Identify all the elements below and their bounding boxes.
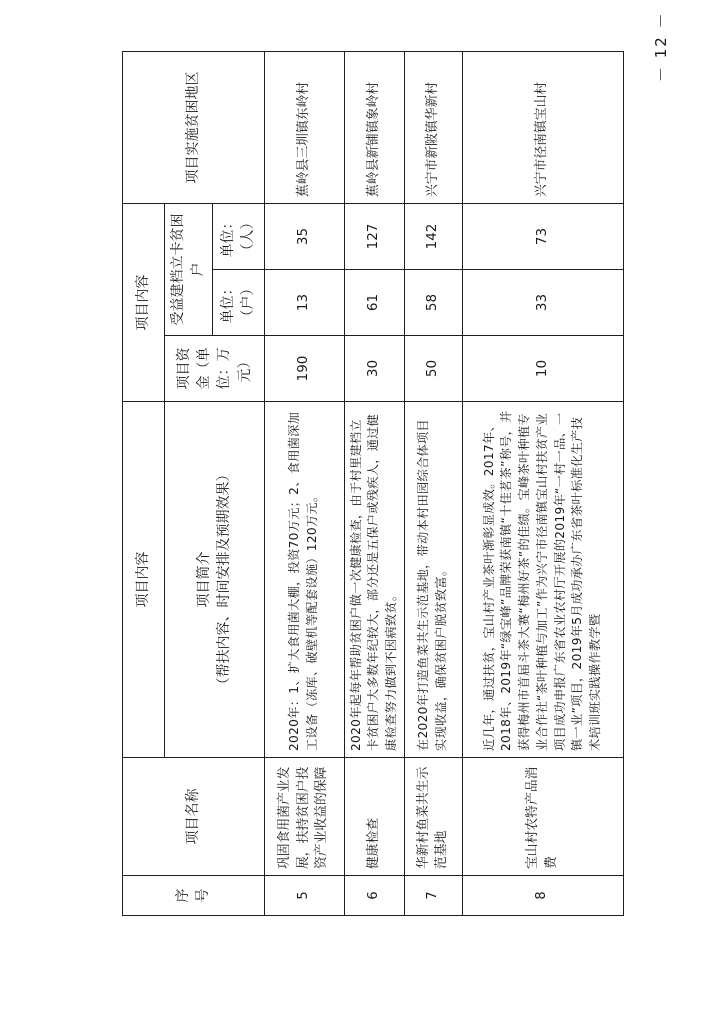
header-project-content-right: 项目内容	[123, 204, 165, 402]
row-project-name: 巩固食用菌产业发展，扶持贫困户投资产业收益的保障	[264, 758, 344, 876]
row-seq: 8	[462, 876, 623, 916]
row-funds: 10	[462, 336, 623, 402]
page-number: － 12 －	[652, 11, 670, 82]
row-intro: 2020年起每年帮助贫困户做一次健康检查，由于村里建档立卡贫困户大多数年纪较大，部分还是五保户或残疾人，通过健康检查努力做到不因病致贫。	[344, 402, 404, 758]
table-row	[344, 52, 404, 916]
row-persons: 35	[264, 204, 344, 270]
project-table	[122, 51, 624, 916]
table-row	[404, 52, 462, 916]
row-persons: 73	[462, 204, 623, 270]
header-intro	[165, 402, 265, 758]
row-funds: 30	[344, 336, 404, 402]
row-seq: 6	[344, 876, 404, 916]
header-beneficiary: 受益建档立卡贫困户	[165, 204, 213, 336]
header-row-top	[123, 52, 165, 916]
row-seq: 5	[264, 876, 344, 916]
row-intro: 2020年：1、扩大食用菌大棚，投资70万元；2、食用菌深加工设备（冻库、破壁机等配套设施）120万元。	[264, 402, 344, 758]
row-households: 33	[462, 270, 623, 336]
row-intro: 在2020年打造鱼菜共生示范基地，带动本村田园综合体项目实现收益，确保贫困户脱贫致富。	[404, 402, 462, 758]
row-project-name: 华新村鱼菜共生示范基地	[404, 758, 462, 876]
row-households: 61	[344, 270, 404, 336]
row-region: 兴宁市径南镇宝山村	[462, 52, 623, 204]
row-region: 蕉岭县新铺镇象岭村	[344, 52, 404, 204]
row-households: 13	[264, 270, 344, 336]
row-persons: 142	[404, 204, 462, 270]
row-funds: 190	[264, 336, 344, 402]
row-households: 58	[404, 270, 462, 336]
header-funds: 项目资金（单位：万元）	[165, 336, 265, 402]
row-funds: 50	[404, 336, 462, 402]
header-intro-line2: （帮扶内容、时间安排及预期效果）	[216, 467, 233, 692]
row-region: 兴宁市新陂镇华新村	[404, 52, 462, 204]
header-households: 单位：（户）	[212, 270, 264, 336]
header-intro-line1: 项目简介	[196, 551, 212, 608]
row-persons: 127	[344, 204, 404, 270]
row-region: 蕉岭县三圳镇东岭村	[264, 52, 344, 204]
row-seq: 7	[404, 876, 462, 916]
table-row	[264, 52, 344, 916]
header-region: 项目实施贫困地区	[123, 52, 265, 204]
row-project-name: 健康检查	[344, 758, 404, 876]
header-project-name: 项目名称	[123, 758, 265, 876]
header-seq: 序号	[123, 876, 265, 916]
row-project-name: 宝山村农特产品消费	[462, 758, 623, 876]
header-project-content-left: 项目内容	[123, 402, 165, 758]
row-intro: 近几年，通过扶贫，宝山村产业茶叶渐彰显成效。2017年、2018年、2019年“绿宝峰”品牌荣获南镇“十佳茗茶”称号，并获得梅州市首届斗茶大赛“梅州好茶”的佳绩。宝峰茶叶种植专业合作社“茶叶种植与加工”作为兴宁市径南镇宝山村扶贫产业项目成功申报广东省农业农村厅开展的2019年“一村一品、一镇一业”项目，2019年5月成功承办广东省茶叶标准化生产技术培训班实践操作教学暨	[462, 402, 623, 758]
table-row	[462, 52, 623, 916]
header-persons: 单位：（人）	[212, 204, 264, 270]
